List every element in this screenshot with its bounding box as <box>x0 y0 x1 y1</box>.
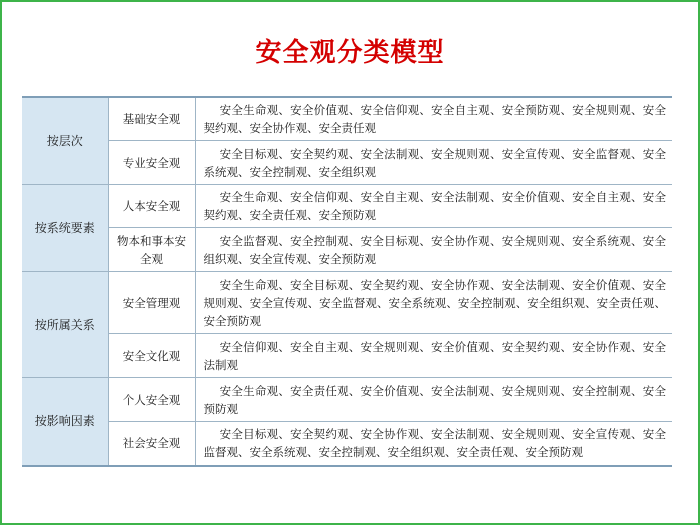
table-row <box>22 334 672 378</box>
subtype-cell: 专业安全观 <box>108 141 195 185</box>
description-cell: 安全目标观、安全契约观、安全法制观、安全规则观、安全宣传观、安全监督观、安全系统观、安全控制观、安全组织观 <box>195 141 672 185</box>
table-row <box>22 228 672 272</box>
table-row <box>22 185 672 228</box>
table-row <box>22 422 672 466</box>
subtype-cell: 基础安全观 <box>108 97 195 141</box>
subtype-cell: 安全管理观 <box>108 272 195 334</box>
classification-table <box>22 96 672 467</box>
category-cell: 按所属关系 <box>22 272 108 378</box>
table-row <box>22 272 672 334</box>
description-cell: 安全信仰观、安全自主观、安全规则观、安全价值观、安全契约观、安全协作观、安全法制观 <box>195 334 672 378</box>
table-row <box>22 141 672 185</box>
subtype-cell: 安全文化观 <box>108 334 195 378</box>
category-cell: 按层次 <box>22 97 108 185</box>
table-row <box>22 378 672 422</box>
category-cell: 按影响因素 <box>22 378 108 466</box>
table-row <box>22 97 672 141</box>
description-cell: 安全生命观、安全价值观、安全信仰观、安全自主观、安全预防观、安全规则观、安全契约观、安全协作观、安全责任观 <box>195 97 672 141</box>
subtype-cell: 个人安全观 <box>108 378 195 422</box>
slide-title: 安全观分类模型 <box>255 38 445 68</box>
category-cell: 按系统要素 <box>22 185 108 272</box>
description-cell: 安全监督观、安全控制观、安全目标观、安全协作观、安全规则观、安全系统观、安全组织观、安全宣传观、安全预防观 <box>195 228 672 272</box>
subtype-cell: 人本安全观 <box>108 185 195 228</box>
subtype-cell: 社会安全观 <box>108 422 195 466</box>
description-cell: 安全生命观、安全信仰观、安全自主观、安全法制观、安全价值观、安全自主观、安全契约观、安全责任观、安全预防观 <box>195 185 672 228</box>
description-cell: 安全生命观、安全责任观、安全价值观、安全法制观、安全规则观、安全控制观、安全预防观 <box>195 378 672 422</box>
description-cell: 安全目标观、安全契约观、安全协作观、安全法制观、安全规则观、安全宣传观、安全监督观、安全系统观、安全控制观、安全组织观、安全责任观、安全预防观 <box>195 422 672 466</box>
subtype-cell: 物本和事本安全观 <box>108 228 195 272</box>
description-cell: 安全生命观、安全目标观、安全契约观、安全协作观、安全法制观、安全价值观、安全规则观、安全宣传观、安全监督观、安全系统观、安全控制观、安全组织观、安全责任观、安全预防观 <box>195 272 672 334</box>
